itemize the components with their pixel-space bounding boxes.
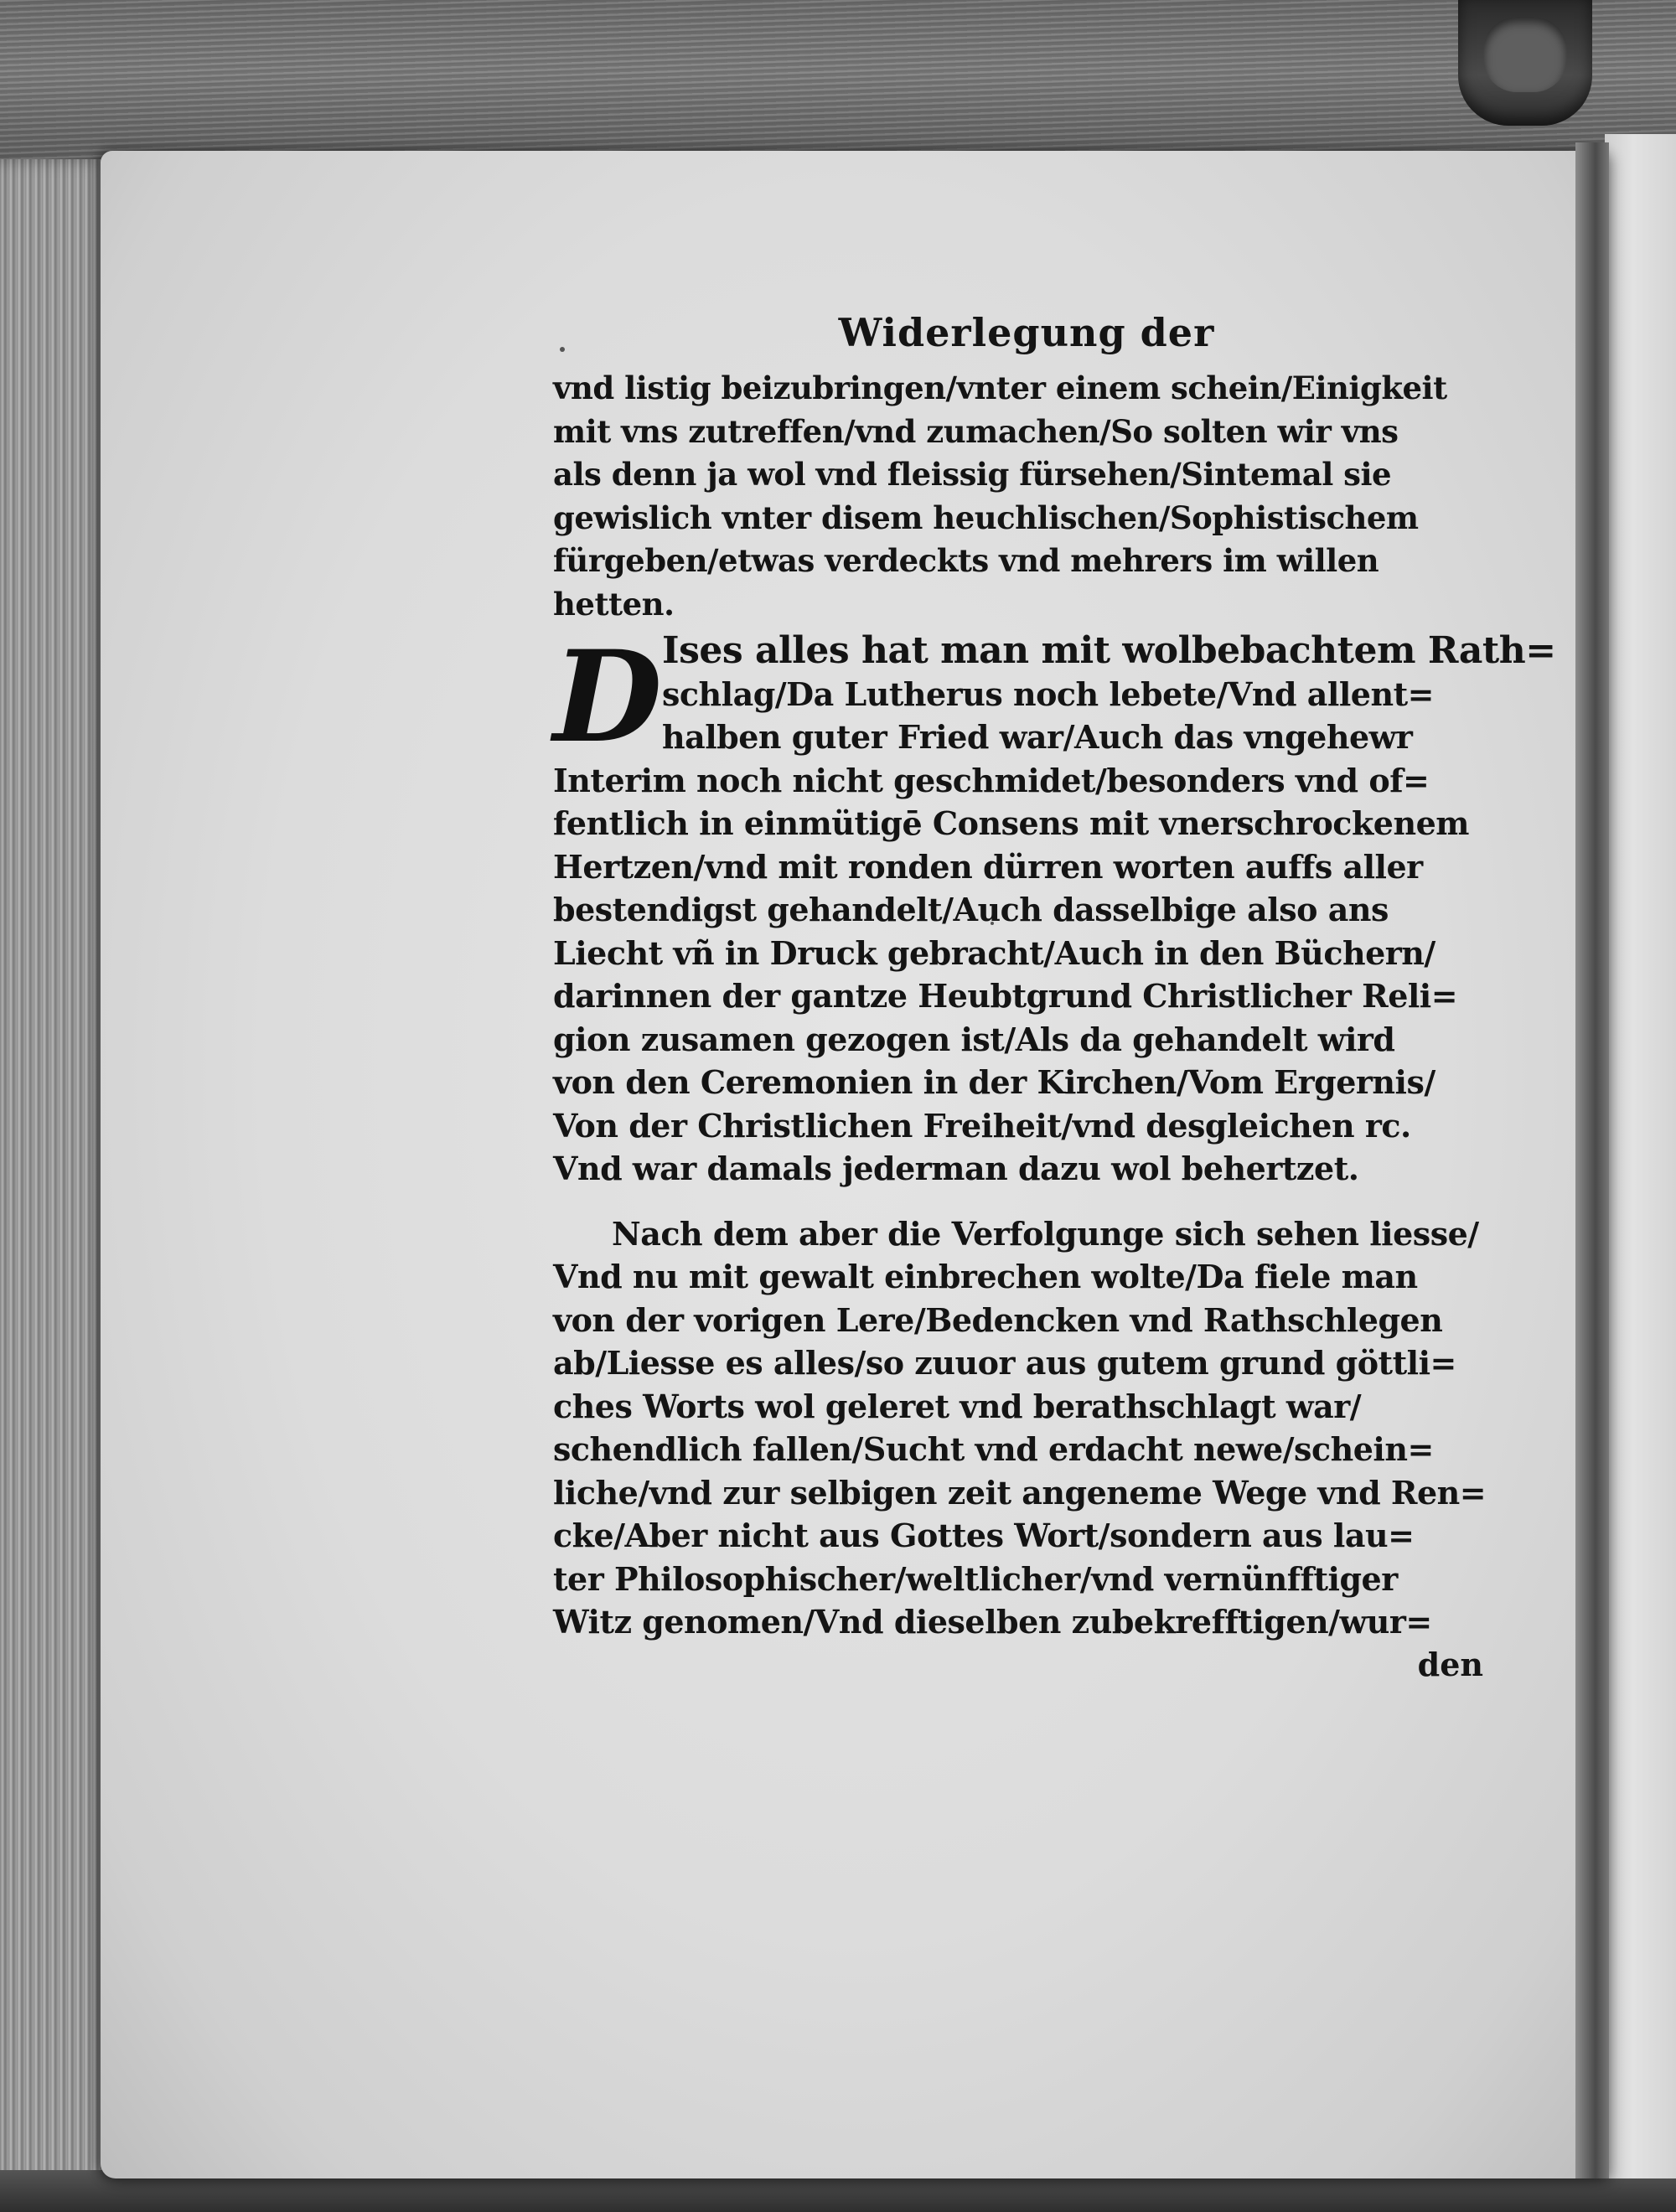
- next-leaf: [1605, 134, 1676, 2178]
- text-line: cke/Aber nicht aus Gottes Wort/sondern aus lau=: [553, 1517, 1415, 1554]
- text-line: ches Worts wol geleret vnd berathschlagt war/: [553, 1387, 1362, 1425]
- text-line: schendlich fallen/Sucht vnd erdacht newe/schein=: [553, 1430, 1434, 1468]
- text-line: Vnd nu mit gewalt einbrechen wolte/Da fiele man: [553, 1258, 1418, 1295]
- paragraph: [553, 367, 1500, 626]
- text-line: von der vorigen Lere/Bedencken vnd Rathschlegen: [553, 1300, 1443, 1339]
- paragraph: [553, 1212, 1500, 1644]
- text-line: vnd listig beizubringen/vnter einem schein/Einigkeit: [553, 370, 1447, 406]
- text-line: gewislich vnter disem heuchlischen/Sophistischem: [553, 499, 1419, 536]
- page-stack-edge: [0, 159, 113, 2212]
- text-block: [553, 310, 1556, 1686]
- text-line: Interim noch nicht geschmidet/besonders vnd of=: [553, 761, 1430, 799]
- text-line: Nach dem aber die Verfolgunge sich sehen liesse/: [612, 1214, 1479, 1253]
- text-line: gion zusamen gezogen ist/Als da gehandelt wird: [553, 1020, 1395, 1058]
- text-line: Hertzen/vnd mit ronden dürren worten auffs aller: [553, 847, 1423, 886]
- text-line: Liecht vñ in Druck gebracht/Auch in den Büchern/: [553, 933, 1435, 972]
- text-line: hetten.: [553, 585, 675, 623]
- text-line: ab/Liesse es alles/so zuuor aus gutem grund göttli=: [553, 1344, 1456, 1382]
- text-line: fentlich in einmütigē Consens mit vnerschrockenem: [553, 804, 1469, 842]
- text-line: mit vns zutreffen/vnd zumachen/So solten wir vns: [553, 412, 1399, 450]
- text-line: Vnd war damals jederman dazu wol behertzet.: [553, 1150, 1359, 1187]
- text-line: Von der Christlichen Freiheit/vnd desgleichen rc.: [553, 1106, 1411, 1145]
- text-line: von den Ceremonien in der Kirchen/Vom Ergernis/: [553, 1063, 1435, 1101]
- book-gutter: [1575, 142, 1609, 2178]
- text-line: darinnen der gantze Heubtgrund Christlicher Reli=: [553, 977, 1458, 1015]
- text-line: halben guter Fried war/Auch das vngehewr: [662, 718, 1413, 756]
- text-line: ter Philosophischer/weltlicher/vnd vernünfftiger: [553, 1559, 1398, 1598]
- paragraph: [553, 623, 1556, 1191]
- drop-cap: D: [553, 623, 663, 771]
- text-line: als denn ja wol vnd fleissig fürsehen/Sintemal sie: [553, 456, 1392, 493]
- text-line: fürgeben/etwas verdeckts vnd mehrers im willen: [553, 542, 1379, 579]
- catchword: den: [1417, 1645, 1483, 1683]
- text-line: bestendigst gehandelt/Auch dasselbige also ans: [553, 891, 1389, 928]
- text-line: schlag/Da Lutherus noch lebete/Vnd allent=: [662, 674, 1434, 713]
- binding-clasp-hole: [1483, 17, 1567, 92]
- text-line: Ises alles hat man mit wolbebachtem Rath=: [662, 629, 1556, 672]
- text-line: liche/vnd zur selbigen zeit angeneme Wege vnd Ren=: [553, 1473, 1487, 1512]
- running-head: Widerlegung der: [838, 310, 1215, 355]
- text-line: Witz genomen/Vnd dieselben zubekrefftigen/wur=: [553, 1603, 1432, 1641]
